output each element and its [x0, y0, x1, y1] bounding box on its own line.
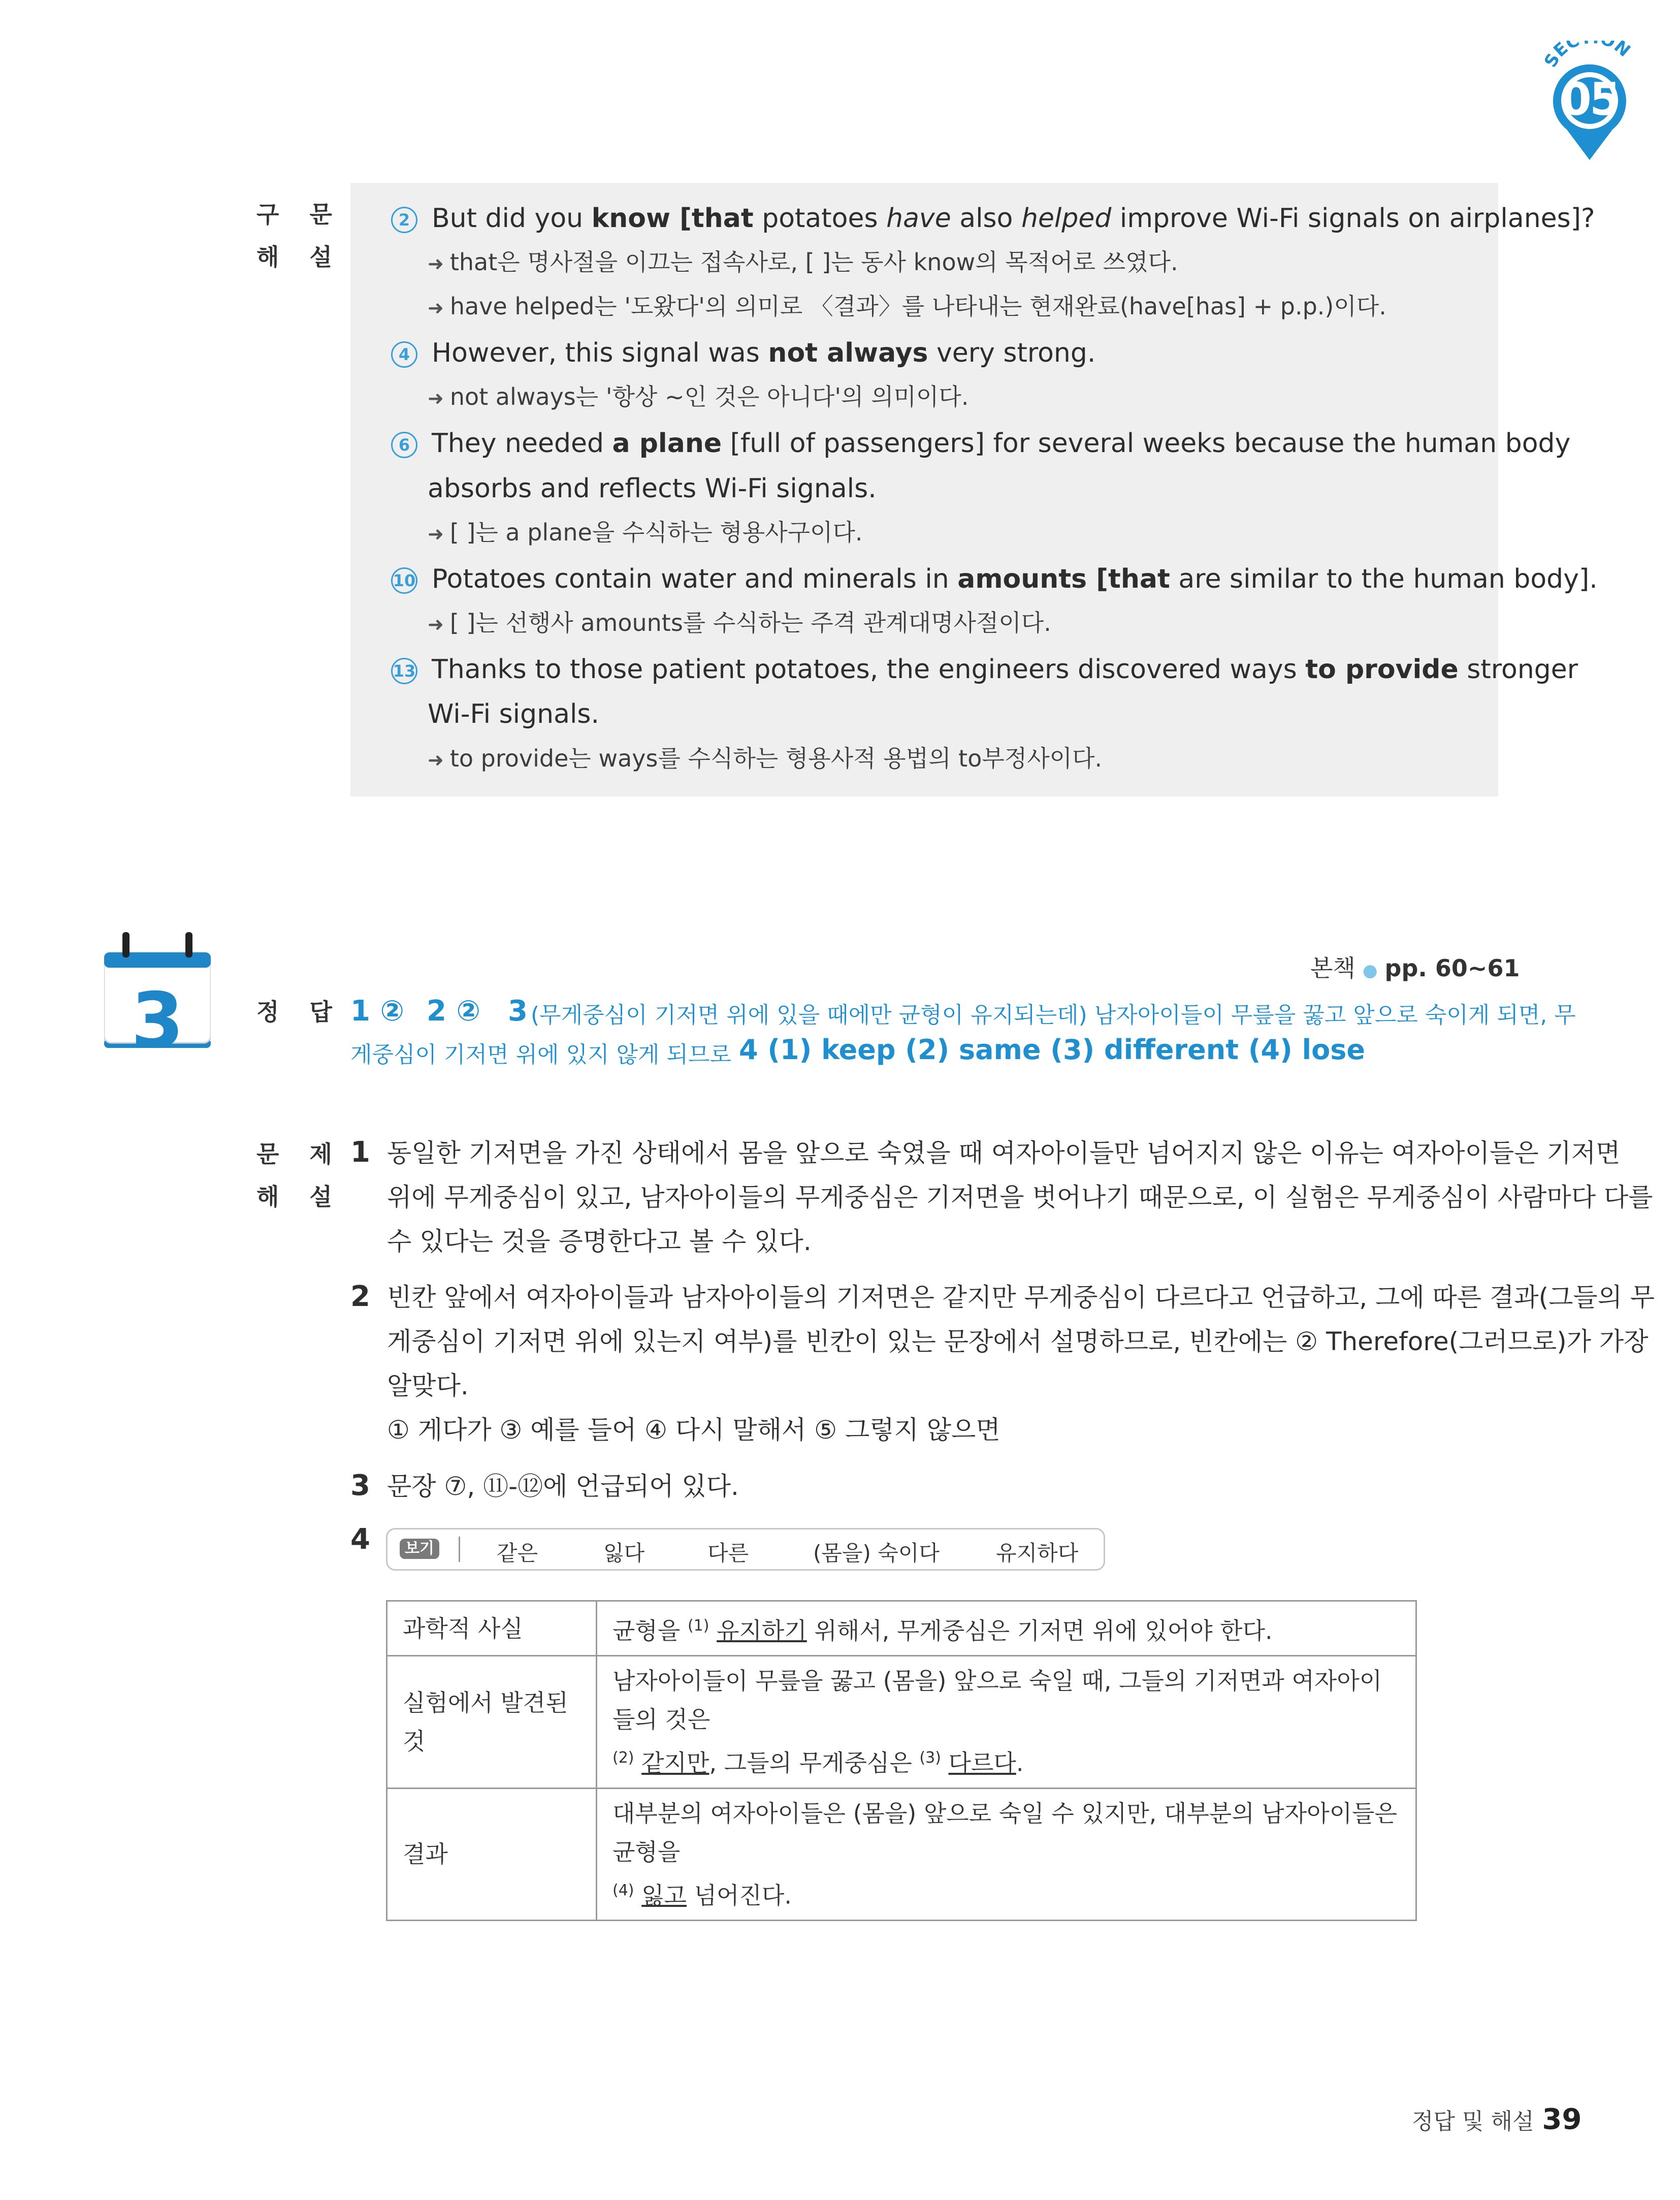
table-row	[387, 1601, 1416, 1656]
problem-number: 3	[131, 977, 184, 1065]
sentence-13-cont: Wi-Fi signals.	[428, 699, 600, 729]
answer-4: 4 (1) keep (2) same (3) different (4) lose	[739, 1034, 1365, 1066]
word-box-item: (몸을) 숙이다	[813, 1541, 940, 1566]
grammar-label-line1: 구 문	[256, 201, 343, 228]
problem-number-badge	[104, 932, 211, 1079]
explanation-1-number: 1	[350, 1136, 370, 1169]
note-2a: ➜ that은 명사절을 이끄는 접속사로, [ ]는 동사 know의 목적어로 쓰였다.	[428, 248, 1178, 276]
explanation-2-line2: 게중심이 기저면 위에 있는지 여부)를 빈칸이 있는 문장에서 설명하므로, 빈칸에는 ② Therefore(그러므로)가 가장	[387, 1327, 1649, 1356]
explanation-3-number: 3	[350, 1469, 370, 1502]
explanation-4-number: 4	[350, 1523, 370, 1556]
blank-answer: 잃고	[641, 1881, 687, 1909]
table-cell: 대부분의 여자아이들은 (몸을) 앞으로 숙일 수 있지만, 대부분의 남자아이들은 균형을 $^{(4)}$ 잃고 넘어진다.	[597, 1788, 1416, 1920]
sentence-13: 13 Thanks to those patient potatoes, the engineers discovered ways to provide stronger	[391, 654, 1578, 685]
explanation-label-line2: 해 설	[256, 1183, 343, 1210]
section-label: SEC N	[1540, 41, 1634, 71]
sentence-6-cont: absorbs and reflects Wi-Fi signals.	[428, 473, 877, 504]
arrow-icon: ➜	[428, 749, 444, 771]
note-4: ➜ not always는 '항상 ~인 것은 아니다'의 의미이다.	[428, 383, 969, 410]
section-number: 05	[1560, 73, 1619, 125]
textbook-reference: 본책 ● pp. 60~61	[1310, 954, 1520, 982]
blank-answer: 유지하기	[717, 1617, 807, 1645]
sentence-number: 13	[391, 658, 417, 684]
bullet-icon: ●	[1362, 961, 1378, 981]
table-header-cell: 결과	[387, 1788, 597, 1920]
word-box-item: 다른	[707, 1541, 749, 1566]
arrow-icon: ➜	[428, 523, 444, 545]
blank-answer: 다르다	[948, 1749, 1016, 1777]
sentence-4: 4 However, this signal was not always very strong.	[391, 338, 1095, 368]
arrow-icon: ➜	[428, 297, 444, 319]
note-6: ➜ [ ]는 a plane을 수식하는 형용사구이다.	[428, 519, 863, 546]
footer-label: 정답 및 해설	[1412, 2109, 1534, 2134]
answer-label: 정 답	[256, 998, 343, 1026]
word-box-item: 잃다	[603, 1541, 645, 1566]
sentence-10: 10 Potatoes contain water and minerals in amounts [that are similar to the human body].	[391, 564, 1598, 594]
explanation-3-line1: 문장 ⑦, ⑪-⑫에 언급되어 있다.	[387, 1472, 739, 1501]
section-badge	[1539, 41, 1640, 168]
table-header-cell: 과학적 사실	[387, 1601, 597, 1656]
explanation-2-number: 2	[350, 1280, 370, 1313]
note-2b: ➜ have helped는 '도왔다'의 의미로 〈결과〉를 나타내는 현재완료(have[has] + p.p.)이다.	[428, 293, 1386, 320]
note-13: ➜ to provide는 ways를 수식하는 형용사적 용법의 to부정사이다.	[428, 745, 1103, 772]
answer-3-text: (무게중심이 기저면 위에 있을 때에만 균형이 유지되는데) 남자아이들이 무릎을 꿇고 앞으로 숙이게 되면, 무	[531, 1002, 1576, 1028]
table-cell: 균형을 $^{(1)}$ 유지하기 위해서, 무게중심은 기저면 위에 있어야 한다.	[597, 1601, 1416, 1656]
explanation-2-line1: 빈칸 앞에서 여자아이들과 남자아이들의 기저면은 같지만 무게중심이 다르다고 언급하고, 그에 따른 결과(그들의 무	[387, 1283, 1655, 1312]
page-footer	[1412, 2103, 1581, 2136]
explanation-label	[256, 1133, 343, 1218]
arrow-icon: ➜	[428, 252, 444, 275]
arrow-icon: ➜	[428, 387, 444, 409]
page-number: 39	[1542, 2103, 1582, 2136]
divider	[459, 1537, 460, 1562]
word-box-item: 같은	[497, 1541, 538, 1566]
sentence-6: 6 They needed a plane [full of passengers] for several weeks because the human body	[391, 428, 1570, 459]
blank-answer: 같지만	[641, 1749, 709, 1777]
summary-table	[386, 1600, 1417, 1921]
grammar-label	[256, 193, 343, 278]
arrow-icon: ➜	[428, 613, 444, 635]
explanation-2-options: ① 게다가 ③ 예를 들어 ④ 다시 말해서 ⑤ 그렇지 않으면	[387, 1415, 1000, 1445]
sentence-number: 10	[391, 567, 417, 594]
explanation-1-line2: 위에 무게중심이 있고, 남자아이들의 무게중심은 기저면을 벗어나기 때문으로, 이 실험은 무게중심이 사람마다 다를	[387, 1183, 1653, 1212]
word-box-tag: 보기	[400, 1539, 439, 1559]
answer-3-text-cont: 게중심이 기저면 위에 있지 않게 되므로	[350, 1042, 731, 1068]
table-header-cell: 실험에서 발견된 것	[387, 1656, 597, 1788]
table-row	[387, 1788, 1416, 1920]
answer-2: 2 ②	[427, 995, 480, 1028]
grammar-label-line2: 해 설	[256, 243, 343, 271]
table-row	[387, 1656, 1416, 1788]
answer-3-number: 3	[508, 995, 528, 1028]
sentence-number: 4	[391, 341, 417, 368]
note-10: ➜ [ ]는 선행사 amounts를 수식하는 주격 관계대명사절이다.	[428, 609, 1051, 636]
explanation-2-line3: 알맞다.	[387, 1371, 469, 1400]
answer-1: 1 ②	[350, 995, 404, 1028]
sentence-2: 2 But did you know [that potatoes have also helped improve Wi-Fi signals on airplanes]?	[391, 203, 1595, 234]
explanation-label-line1: 문 제	[256, 1140, 343, 1168]
explanation-1-line3: 수 있다는 것을 증명한다고 볼 수 있다.	[387, 1227, 812, 1256]
word-box	[386, 1528, 1105, 1571]
word-box-item: 유지하다	[996, 1541, 1079, 1566]
explanation-1-line1: 동일한 기저면을 가진 상태에서 몸을 앞으로 숙였을 때 여자아이들만 넘어지지 않은 이유는 여자아이들은 기저면	[387, 1138, 1621, 1168]
table-cell: 남자아이들이 무릎을 꿇고 (몸을) 앞으로 숙일 때, 그들의 기저면과 여자아이들의 것은 $^{(2)}$ 같지만, 그들의 무게중심은 $^{(3)}$ 다르다.	[597, 1656, 1416, 1788]
sentence-number: 6	[391, 432, 417, 458]
sentence-number: 2	[391, 207, 417, 233]
